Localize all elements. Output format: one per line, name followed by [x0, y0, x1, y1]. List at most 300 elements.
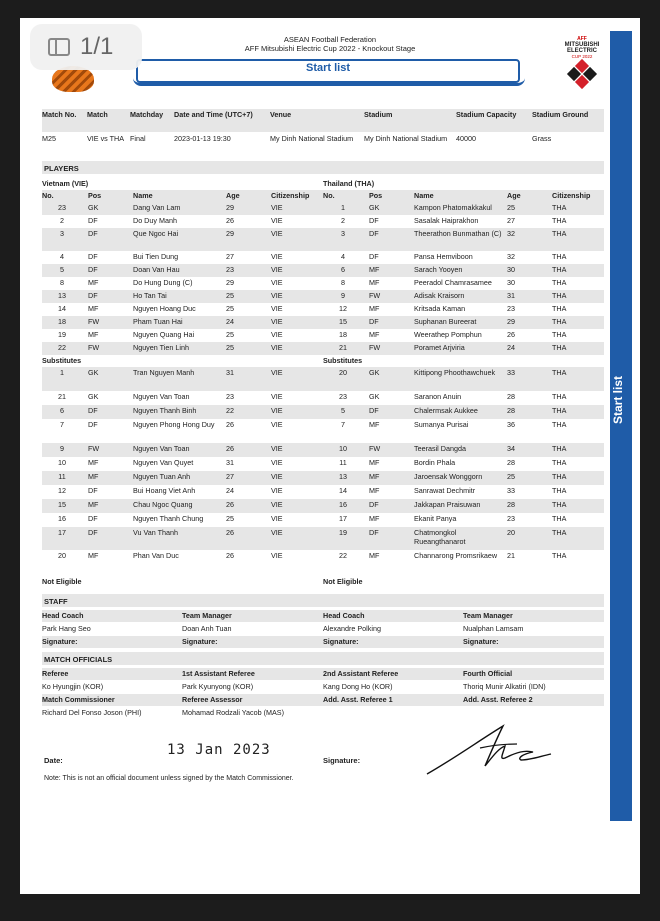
player-cell: THA [552, 472, 567, 481]
player-row [42, 316, 604, 329]
team-name-vie: Vietnam (VIE) [42, 179, 89, 188]
player-name: Chatmongkol Rueangthanarot [414, 528, 466, 546]
official-name: Richard Del Fonso Joson (PHI) [42, 708, 142, 717]
officials-header-2 [42, 694, 604, 706]
player-cell: VIE [271, 551, 283, 560]
federation-name: ASEAN Football Federation [283, 35, 377, 44]
player-cell: DF [369, 500, 379, 509]
not-eligible-vie: Not Eligible [42, 577, 82, 586]
player-cell: 4 [341, 252, 345, 261]
official-name: Kang Dong Ho (KOR) [323, 682, 393, 691]
player-cell: THA [552, 343, 567, 352]
match-info-value-cell: My Dinh National Stadium [364, 134, 448, 143]
player-cell: GK [88, 368, 99, 377]
player-cell: 32 [507, 252, 515, 261]
player-cell: VIE [271, 444, 283, 453]
player-cell: VIE [271, 203, 283, 212]
substitutes-label-vie: Substitutes [42, 356, 82, 365]
page-indicator[interactable] [30, 24, 142, 70]
player-cell: GK [88, 392, 99, 401]
player-cell: VIE [271, 458, 283, 467]
player-cell: 26 [507, 330, 515, 339]
player-cell: 1 [60, 368, 64, 377]
player-cell: MF [369, 514, 380, 523]
player-cell: 21 [339, 343, 347, 352]
player-name: Weerathep Pomphun [414, 330, 482, 339]
staff-name: Park Hang Seo [42, 624, 91, 633]
player-cell: VIE [271, 514, 283, 523]
officials-values-1 [42, 681, 604, 693]
player-row [42, 202, 604, 215]
player-col-header-cell: Pos [88, 191, 102, 200]
player-name: Vu Van Thanh [133, 528, 179, 537]
player-cell: MF [88, 458, 99, 467]
player-name: Nguyen Thanh Binh [133, 406, 197, 415]
match-info-value-cell: VIE vs THA [87, 134, 125, 143]
player-cell: 12 [339, 304, 347, 313]
player-cell: 27 [226, 252, 234, 261]
player-cell: VIE [271, 229, 283, 238]
signature-label: Signature: [323, 756, 361, 765]
substitute-row [42, 405, 604, 419]
player-cell: FW [88, 343, 100, 352]
official-role: 1st Assistant Referee [182, 669, 255, 678]
player-cell: VIE [271, 368, 283, 377]
substitute-row [42, 471, 604, 485]
player-col-header-cell: Name [133, 191, 153, 200]
logo-electric: ELECTRIC [567, 48, 597, 54]
player-cell: MF [88, 330, 99, 339]
player-cell: MF [369, 330, 380, 339]
player-cell: 25 [507, 203, 515, 212]
match-info-value-cell: 2023-01-13 19:30 [174, 134, 231, 143]
player-cell: 17 [58, 528, 66, 537]
player-name: Kittipong Phoothawchuek [414, 368, 496, 377]
player-cell: 8 [60, 278, 64, 287]
official-role: Fourth Official [463, 669, 513, 678]
player-cell: DF [369, 216, 379, 225]
player-cell: 28 [507, 458, 515, 467]
player-row [42, 290, 604, 303]
document-page [20, 18, 640, 894]
player-cell: 29 [507, 317, 515, 326]
player-name: Peeradol Chamrasamee [414, 278, 492, 287]
player-cell: MF [88, 472, 99, 481]
player-name: Nguyen Tuan Anh [133, 472, 191, 481]
page-icon [48, 38, 70, 56]
player-col-header-cell: No. [42, 191, 54, 200]
player-name: Saranon Anuin [414, 392, 462, 401]
officials-section: MATCH OFFICIALS [42, 652, 604, 665]
player-cell: MF [369, 304, 380, 313]
player-cell: VIE [271, 392, 283, 401]
player-cell: THA [552, 406, 567, 415]
player-cell: VIE [271, 343, 283, 352]
substitutes-header [42, 355, 604, 367]
player-cell: 25 [226, 291, 234, 300]
player-cell: THA [552, 216, 567, 225]
player-col-header-cell: Age [226, 191, 240, 200]
player-name: Kampon Phatomakkakul [414, 203, 492, 212]
player-name: Do Duy Manh [133, 216, 177, 225]
player-cell: MF [369, 472, 380, 481]
player-name: Sarach Yooyen [414, 265, 463, 274]
player-cell: 6 [341, 265, 345, 274]
banner-swoosh [133, 78, 525, 86]
disclaimer-note: Note: This is not an official document unless signed by the Match Commissioner. [44, 775, 294, 782]
player-cell: 4 [60, 252, 64, 261]
player-cell: 22 [339, 551, 347, 560]
player-cell: 22 [226, 406, 234, 415]
player-cell: 3 [341, 229, 345, 238]
team-name-tha: Thailand (THA) [323, 179, 375, 188]
official-role: Match Commissioner [42, 695, 115, 704]
staff-signature-label: Signature: [463, 637, 499, 646]
player-cell: 23 [507, 514, 515, 523]
player-cell: THA [552, 486, 567, 495]
player-cell: 32 [507, 229, 515, 238]
document-title: Start list [305, 62, 350, 74]
player-cell: VIE [271, 420, 283, 429]
player-row [42, 277, 604, 290]
player-cell: 14 [339, 486, 347, 495]
page-indicator-text: 1/1 [80, 33, 114, 60]
player-cell: FW [88, 317, 100, 326]
player-name: Channarong Promsrikaew [414, 551, 498, 560]
staff-signature-label: Signature: [323, 637, 359, 646]
substitute-row [42, 367, 604, 391]
player-cell: DF [369, 317, 379, 326]
player-cell: VIE [271, 265, 283, 274]
player-cell: 26 [226, 216, 234, 225]
staff-signature-label: Signature: [42, 637, 78, 646]
player-cell: 25 [226, 343, 234, 352]
player-cell: 6 [60, 406, 64, 415]
substitute-row [42, 457, 604, 471]
match-info-header-cell: Match No. [42, 110, 77, 119]
logo-emblem-icon [569, 61, 595, 87]
player-row [42, 303, 604, 316]
player-cell: 29 [226, 203, 234, 212]
player-name: Pham Tuan Hai [133, 317, 183, 326]
player-cell: 2 [341, 216, 345, 225]
player-cell: 28 [507, 406, 515, 415]
player-cell: 18 [58, 317, 66, 326]
player-cell: 15 [58, 500, 66, 509]
player-cell: 28 [507, 392, 515, 401]
player-name: Doan Van Hau [133, 265, 180, 274]
player-cell: DF [88, 514, 98, 523]
player-cell: THA [552, 368, 567, 377]
player-cell: 30 [507, 265, 515, 274]
player-cell: FW [88, 444, 100, 453]
player-name: Nguyen Phong Hong Duy [133, 420, 215, 429]
player-cell: 16 [339, 500, 347, 509]
player-cell: 31 [226, 368, 234, 377]
logo-aff: AFF [577, 36, 587, 42]
player-name: Phan Van Duc [133, 551, 179, 560]
staff-names [42, 623, 604, 635]
player-cell: 11 [58, 472, 66, 481]
match-info-header-cell: Stadium Capacity [456, 110, 517, 119]
player-cell: DF [88, 406, 98, 415]
player-cell: VIE [271, 472, 283, 481]
player-name: Nguyen Quang Hai [133, 330, 195, 339]
match-info-value-cell: My Dinh National Stadium [270, 134, 354, 143]
player-cell: VIE [271, 317, 283, 326]
player-col-header-cell: Citizenship [552, 191, 591, 200]
player-cell: THA [552, 514, 567, 523]
player-cell: 17 [339, 514, 347, 523]
player-name: Bui Hoang Viet Anh [133, 486, 196, 495]
player-cell: 19 [339, 528, 347, 537]
player-cell: 23 [507, 304, 515, 313]
player-cell: 1 [341, 203, 345, 212]
player-name: Nguyen Tien Linh [133, 343, 189, 352]
player-cell: 21 [58, 392, 66, 401]
player-cell: THA [552, 500, 567, 509]
side-banner [610, 31, 632, 821]
player-name: Nguyen Van Toan [133, 444, 190, 453]
player-cell: 13 [58, 291, 66, 300]
substitute-row [42, 513, 604, 527]
player-cell: THA [552, 317, 567, 326]
match-info-value-cell: Final [130, 134, 146, 143]
player-col-header-cell: No. [323, 191, 335, 200]
player-row [42, 215, 604, 228]
player-row [42, 251, 604, 264]
team-names-row [42, 178, 604, 190]
not-eligible-row [42, 576, 604, 588]
official-name: Park Kyunyong (KOR) [182, 682, 254, 691]
logo-mitsubishi: MITSUBISHI [564, 42, 600, 48]
player-cell: VIE [271, 330, 283, 339]
player-cell: 19 [58, 330, 66, 339]
substitute-row [42, 550, 604, 574]
player-cell: DF [88, 528, 98, 537]
player-name: Suphanan Bureerat [414, 317, 477, 326]
staff-section: STAFF [42, 594, 604, 607]
player-name: Dang Van Lam [133, 203, 181, 212]
player-name: Bordin Phala [414, 458, 456, 467]
header-text [220, 35, 440, 53]
player-col-header-cell: Citizenship [271, 191, 310, 200]
player-cell: THA [552, 420, 567, 429]
player-cell: DF [88, 216, 98, 225]
substitute-row [42, 443, 604, 457]
player-cell: THA [552, 265, 567, 274]
player-cell: 30 [507, 278, 515, 287]
player-cell: 25 [226, 330, 234, 339]
player-cell: VIE [271, 500, 283, 509]
player-cell: FW [369, 343, 381, 352]
player-cell: DF [88, 229, 98, 238]
staff-header-cell: Team Manager [182, 611, 232, 620]
match-info-header-cell: Date and Time (UTC+7) [174, 110, 253, 119]
player-cell: 24 [507, 343, 515, 352]
player-cell: 23 [226, 392, 234, 401]
player-row [42, 264, 604, 277]
match-info-value-cell: Grass [532, 134, 552, 143]
player-cell: MF [88, 304, 99, 313]
player-cell: 28 [507, 500, 515, 509]
player-cell: DF [88, 265, 98, 274]
player-cell: 23 [226, 265, 234, 274]
player-cell: MF [369, 278, 380, 287]
substitute-row [42, 527, 604, 550]
player-name: Nguyen Hoang Duc [133, 304, 196, 313]
player-cell: 25 [507, 472, 515, 481]
date-value: 13 Jan 2023 [167, 742, 271, 758]
player-cell: 14 [58, 304, 66, 313]
staff-name: Nualphan Lamsam [463, 624, 524, 633]
player-cell: THA [552, 392, 567, 401]
player-cell: MF [369, 420, 380, 429]
player-cell: 5 [341, 406, 345, 415]
player-cell: THA [552, 229, 567, 238]
match-info-values [42, 133, 604, 155]
player-cell: 10 [58, 458, 66, 467]
player-cell: MF [88, 500, 99, 509]
player-cell: 24 [226, 486, 234, 495]
player-cell: 25 [226, 514, 234, 523]
player-cell: MF [88, 551, 99, 560]
match-info-value-cell: M25 [42, 134, 56, 143]
player-cell: 26 [226, 551, 234, 560]
staff-header-cell: Head Coach [323, 611, 365, 620]
player-name: Nguyen Van Toan [133, 392, 190, 401]
side-title: Start list [611, 375, 625, 424]
player-cell: DF [88, 291, 98, 300]
staff-name: Alexandre Polking [323, 624, 381, 633]
match-info-header-cell: Match [87, 110, 108, 119]
player-cell: 24 [226, 317, 234, 326]
player-name: Ho Tan Tai [133, 291, 167, 300]
player-col-header-cell: Pos [369, 191, 383, 200]
player-cell: 21 [507, 551, 515, 560]
player-cell: 29 [226, 229, 234, 238]
player-cell: THA [552, 278, 567, 287]
player-cell: GK [88, 203, 99, 212]
player-cell: DF [88, 420, 98, 429]
player-cell: 26 [226, 500, 234, 509]
player-cell: MF [369, 265, 380, 274]
player-cell: 8 [341, 278, 345, 287]
player-name: Adisak Kraisorn [414, 291, 465, 300]
player-cell: DF [369, 252, 379, 261]
substitute-row [42, 485, 604, 499]
date-label: Date: [44, 756, 63, 765]
player-cell: THA [552, 304, 567, 313]
player-name: Sumanya Purisai [414, 420, 469, 429]
player-cell: 27 [507, 216, 515, 225]
player-name: Jaroensak Wonggorn [414, 472, 483, 481]
player-name: Poramet Arjviria [414, 343, 465, 352]
staff-header [42, 610, 604, 622]
player-name: Chalermsak Aukkee [414, 406, 478, 415]
player-cell: VIE [271, 406, 283, 415]
player-cell: FW [369, 444, 381, 453]
player-cell: THA [552, 203, 567, 212]
player-name: Que Ngoc Hai [133, 229, 179, 238]
substitute-row [42, 419, 604, 443]
player-cell: 22 [58, 343, 66, 352]
competition-name: AFF Mitsubishi Electric Cup 2022 - Knockout Stage [244, 44, 416, 53]
player-name: Theerathon Bunmathan (C) [414, 229, 502, 238]
player-cell: VIE [271, 304, 283, 313]
player-cell: 9 [341, 291, 345, 300]
player-cell: 2 [60, 216, 64, 225]
officials-header-1 [42, 668, 604, 680]
staff-header-cell: Head Coach [42, 611, 84, 620]
player-cell: VIE [271, 528, 283, 537]
player-cell: 33 [507, 486, 515, 495]
match-info-header-cell: Stadium [364, 110, 393, 119]
player-cell: VIE [271, 216, 283, 225]
player-cell: DF [369, 406, 379, 415]
player-cell: 26 [226, 420, 234, 429]
player-cell: 31 [226, 458, 234, 467]
player-row [42, 329, 604, 342]
player-cell: THA [552, 528, 567, 537]
player-name: Ekanit Panya [414, 514, 457, 523]
staff-header-cell: Team Manager [463, 611, 513, 620]
player-cell: 26 [226, 444, 234, 453]
player-cell: 34 [507, 444, 515, 453]
player-cell: 16 [58, 514, 66, 523]
player-cell: 3 [60, 229, 64, 238]
player-row [42, 342, 604, 355]
player-cell: 20 [339, 368, 347, 377]
player-cell: 27 [226, 472, 234, 481]
match-info-value-cell: 40000 [456, 134, 476, 143]
player-cell: 11 [339, 458, 347, 467]
player-cell: THA [552, 551, 567, 560]
player-cell: GK [369, 392, 380, 401]
match-info-header-cell: Venue [270, 110, 292, 119]
player-name: Sanrawat Dechmitr [414, 486, 476, 495]
player-cell: MF [369, 551, 380, 560]
player-cell: 7 [341, 420, 345, 429]
player-cell: 18 [339, 330, 347, 339]
staff-signature-label: Signature: [182, 637, 218, 646]
player-cell: 31 [507, 291, 515, 300]
player-cell: 7 [60, 420, 64, 429]
player-cell: DF [369, 528, 379, 537]
players-section: PLAYERS [42, 161, 604, 174]
player-cell: 25 [226, 304, 234, 313]
player-name: Bui Tien Dung [133, 252, 179, 261]
player-cell: 29 [226, 278, 234, 287]
player-cell: GK [369, 368, 380, 377]
match-info-header-cell: Matchday [130, 110, 164, 119]
player-cell: THA [552, 291, 567, 300]
match-info-header-cell: Stadium Ground [532, 110, 589, 119]
player-col-header-cell: Age [507, 191, 521, 200]
player-cell: 20 [58, 551, 66, 560]
player-cell: VIE [271, 278, 283, 287]
logo-cup: CUP 2022 [571, 54, 593, 59]
player-name: Chau Ngoc Quang [133, 500, 193, 509]
player-cell: 20 [507, 528, 515, 537]
not-eligible-tha: Not Eligible [323, 577, 363, 586]
official-role: Referee [42, 669, 69, 678]
player-cell: MF [88, 278, 99, 287]
player-cell: 9 [60, 444, 64, 453]
player-name: Tran Nguyen Manh [133, 368, 195, 377]
player-cell: DF [88, 252, 98, 261]
player-cell: GK [369, 203, 380, 212]
